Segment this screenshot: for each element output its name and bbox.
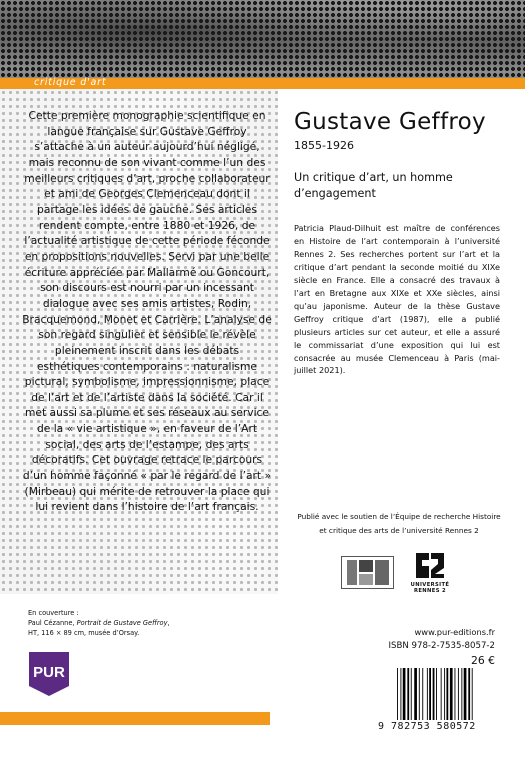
barcode-bar [400,668,401,720]
barcode-bar [472,668,473,720]
pur-logo-text: PUR [33,664,65,681]
cover-credit [28,608,258,638]
barcode-bar [450,668,453,720]
barcode-bar [444,668,445,720]
header-halftone-band [0,0,525,78]
barcode-bar [411,668,412,720]
barcode [395,668,495,720]
barcode-bar [441,668,442,720]
artwork-title: Portrait de Gustave Geffroy [76,619,168,627]
barcode-bar [414,668,417,720]
pur-publisher-logo [27,650,71,698]
footer-accent-bar [0,712,270,725]
barcode-bar [422,668,423,720]
cover-credit-details: HT, 116 × 89 cm, musée d’Orsay. [28,629,140,637]
barcode-bar [458,668,459,720]
isbn: ISBN 978-2-7535-8057-2 [388,641,495,651]
cover-credit-artwork: Paul Cézanne, Portrait de Gustave Geffroy, [28,619,170,627]
cover-credit-intro: En couverture : [28,609,79,617]
series-label: critique d'art [34,77,107,88]
university-name: UNIVERSITÉ RENNES 2 [410,582,450,595]
hica-lab-logo [341,556,394,589]
book-dates: 1855-1926 [294,139,354,152]
book-description: Cette première monographie scientifique en langue française sur Gustave Geffroy s’attache à un auteur aujourd’hui négligé, mais reconnu de son vivant comme l’un des meilleurs critiques d’art, proche collaborateur et ami de Georges Clemenceau dont il partage les idées de gauche. Ses articles rendent compte, entre 1880 et 1926, de l’actualité artistique de cette période féconde en propositions nouvelles. Servi par une belle écriture appréciée par Mallarmé ou Goncourt, son discours est nourri par un incessant dialogue avec ses amis artistes, Rodin, Bracquemond, Monet et Carrière. L’analyse de son regard singulier et sensible le révèle pleinement inscrit dans les débats esthétiques contemporains : naturalisme pictural, symbolisme, impressionnisme, place de l’art et de l’artiste dans la société. Car il met aussi sa plume et ses réseaux au service de la « vie artistique », en faveur de l’Art social, des arts de l’estampe, des arts décoratifs. Cet ouvrage retrace le parcours d’un homme façonné « par le regard de l’art » (Mirbeau) qui mérite de retrouver la place qui lui revient dans l’histoire de l’art français. [22,109,272,514]
barcode-bar [464,668,467,720]
support-statement: Publié avec le soutien de l’Équipe de recherche Histoire et critique des arts de l’université Rennes 2 [297,512,501,535]
barcode-bar [397,668,398,720]
publisher-website: www.pur-editions.fr [414,627,495,637]
book-title: Gustave Geffroy [294,109,486,135]
barcode-bar [419,668,420,720]
barcode-bar [436,668,437,720]
barcode-bar [461,668,462,720]
barcode-bar [433,668,435,720]
barcode-bar [407,668,409,720]
barcode-bar [446,668,448,720]
barcode-bar [455,668,456,720]
book-subtitle: Un critique d’art, un homme d’engagement [294,171,453,200]
author-biography: Patricia Plaud-Dilhuit est maître de conférences en Histoire de l’art contemporain à l’université Rennes 2. Ses recherches portent sur l’art et la critique d’art pendant la seconde moitié du XIXe siècle en France. Elle a consacré des travaux à l’art en Bretagne aux XIXe et XXe siècles, ainsi qu’au japonisme. Auteur de la thèse Gustave Geffroy critique d’art (1987), elle a publié plusieurs articles sur cet auteur, et elle a assuré le commissariat d’une exposition qui lui est consacrée au musée Clemenceau à Paris (mai-juillet 2021). [294,223,500,376]
barcode-bar [429,668,431,720]
barcode-bar [427,668,428,720]
barcode-bar [468,668,470,720]
barcode-number: 9 782753 580572 [378,721,476,732]
barcode-bar [403,668,406,720]
price: 26 € [470,654,495,667]
